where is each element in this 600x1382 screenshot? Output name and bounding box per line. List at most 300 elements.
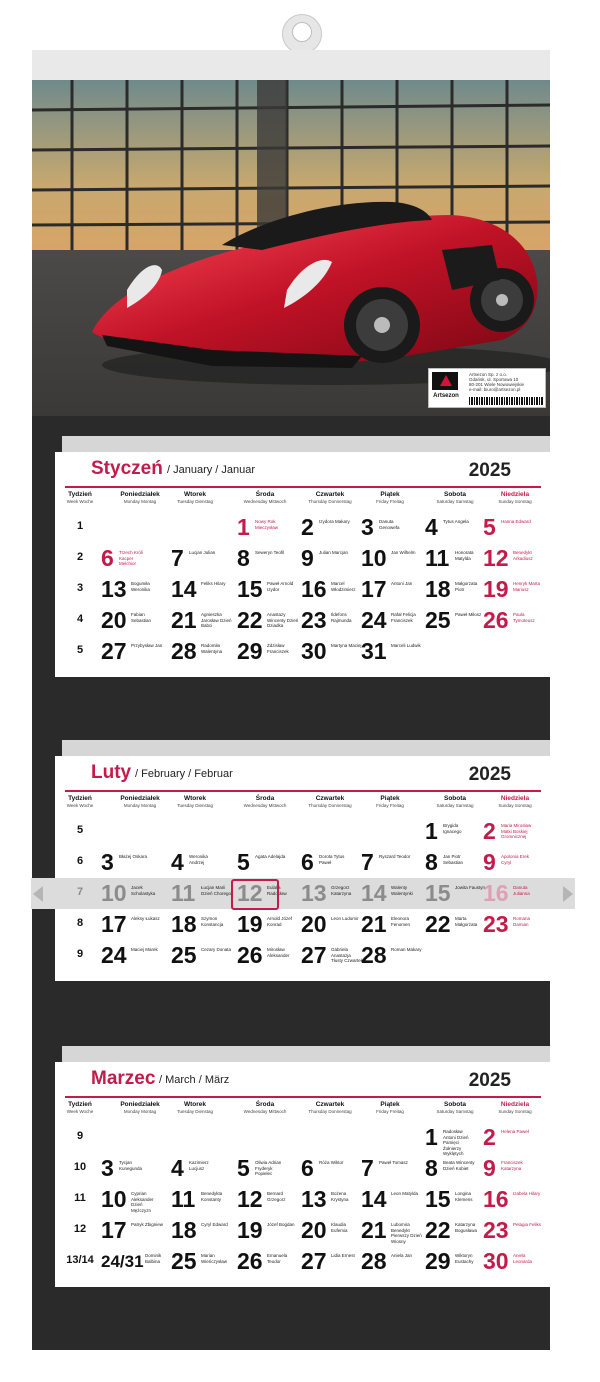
day-cell[interactable] xyxy=(101,942,171,969)
day-number: 12 xyxy=(237,1186,263,1212)
nameday-text: Kazimierz Lucjusz xyxy=(189,1160,209,1171)
publisher-line: e-mail: biuro@artsezon.pl xyxy=(469,387,521,392)
day-number: 22 xyxy=(425,1217,451,1243)
nameday-text: Romana Damian xyxy=(513,916,531,927)
weekday-label: Poniedziałek xyxy=(120,1101,160,1108)
nameday-text: Beata Wincenty Dzień Kobiet xyxy=(443,1160,475,1171)
nameday-text: Tytus Angela xyxy=(443,519,469,524)
nameday-text: Pelagia Feliks xyxy=(513,1222,542,1227)
nameday-text: Cyryl Edward xyxy=(201,1222,228,1227)
day-number: 16 xyxy=(301,576,327,602)
nameday-text: Mirosław Aleksander xyxy=(267,947,290,958)
week-number: 5 xyxy=(76,824,84,836)
day-number: 30 xyxy=(301,638,327,664)
nameday-text: Benedykta Konstanty xyxy=(201,1191,223,1202)
week-number: 2 xyxy=(76,551,84,563)
month-panel xyxy=(55,1062,551,1287)
weekday-translation: Wednesday Mittwoch xyxy=(243,803,287,808)
publisher-brand: Artsezon xyxy=(433,393,459,399)
day-cell[interactable] xyxy=(237,545,307,572)
weekday-label: Sobota xyxy=(443,1101,467,1108)
week-row xyxy=(55,605,551,636)
day-cell[interactable] xyxy=(171,1155,241,1182)
weekday-header xyxy=(355,491,425,505)
nameday-text: Ildefons Rajmunda xyxy=(331,612,352,623)
day-number: 17 xyxy=(101,911,127,937)
day-cell[interactable] xyxy=(101,849,171,876)
day-number: 4 xyxy=(171,849,184,875)
weekday-header xyxy=(480,491,550,505)
day-cell[interactable] xyxy=(101,607,171,634)
day-number: 31 xyxy=(361,638,387,664)
weekday-translation: Monday Montag xyxy=(123,803,157,808)
nameday-text: Wiktoryn Eustachy xyxy=(455,1253,474,1264)
month-strip-1 xyxy=(62,436,550,452)
weekday-header xyxy=(160,795,230,809)
weekday-label: Niedziela xyxy=(500,1101,530,1108)
day-cell[interactable] xyxy=(361,911,431,938)
week-header xyxy=(57,491,103,505)
day-cell[interactable] xyxy=(483,911,553,938)
week-number: 3 xyxy=(76,582,84,594)
weekday-label: Środa xyxy=(255,795,275,802)
day-cell[interactable] xyxy=(171,638,241,665)
weekday-header-row xyxy=(55,1098,551,1122)
nameday-text: Błażej Oskara xyxy=(119,854,148,859)
weekday-translation: Tuesday Dienstag xyxy=(176,1109,214,1114)
nameday-text: Rafał Felicja Franciszek xyxy=(391,612,416,623)
day-cell[interactable] xyxy=(237,880,307,907)
nameday-text: Bożena Krystyna xyxy=(331,1191,349,1202)
publisher-address xyxy=(469,372,543,392)
week-row xyxy=(55,543,551,574)
day-number: 6 xyxy=(301,1155,314,1181)
weekday-header xyxy=(160,1101,230,1115)
nameday-text: Martyna Maciej xyxy=(331,643,362,648)
nameday-text: Klaudia Eufemia xyxy=(331,1222,348,1233)
day-cell[interactable] xyxy=(361,607,431,634)
day-cell[interactable] xyxy=(361,849,431,876)
day-cell[interactable] xyxy=(361,1217,431,1244)
day-number: 12 xyxy=(483,545,509,571)
day-number: 1 xyxy=(237,514,250,540)
day-number: 15 xyxy=(425,880,451,906)
day-number: 18 xyxy=(171,911,197,937)
nameday-text: Longina Klemens xyxy=(455,1191,473,1202)
day-number: 10 xyxy=(101,880,127,906)
week-number: 11 xyxy=(74,1192,86,1204)
day-cell[interactable] xyxy=(101,911,171,938)
day-number: 10 xyxy=(101,1186,127,1212)
day-cell[interactable] xyxy=(237,514,307,541)
nameday-text: Bernard Grzegorz xyxy=(267,1191,286,1202)
publisher-box xyxy=(428,368,546,408)
publisher-line: Artsezon Sp. z o.o. xyxy=(469,372,508,377)
week-header xyxy=(57,795,103,809)
nameday-text: Maria Mirosław Matki Boskiej Gromnicznej xyxy=(501,823,532,839)
publisher-line: Gdańsk, ul. Sportowa 10 xyxy=(469,377,519,382)
nameday-text: Apolonia Erek Cyryl xyxy=(501,854,530,865)
nameday-text: Jan Wilhelm xyxy=(391,550,416,555)
nameday-text: Patryk Zbigniew xyxy=(131,1222,164,1227)
nameday-text: Dominik Balbina xyxy=(145,1253,162,1264)
day-number: 24 xyxy=(101,942,127,968)
day-number: 11 xyxy=(171,880,196,906)
day-cell[interactable] xyxy=(361,514,431,541)
weekday-translation: Saturday Samstag xyxy=(436,1109,474,1114)
day-number: 1 xyxy=(425,1124,438,1150)
day-cell[interactable] xyxy=(237,1217,307,1244)
day-number: 5 xyxy=(483,514,496,540)
nameday-text: Benedykt Arkadiusz xyxy=(513,550,533,561)
week-number: 12 xyxy=(73,1223,87,1235)
header-car-photo xyxy=(32,50,550,416)
day-number: 3 xyxy=(101,1155,114,1181)
weekday-translation: Tuesday Dienstag xyxy=(176,803,214,808)
nameday-text: Agnieszka Jarosław Dzień Babci xyxy=(201,612,232,628)
day-cell[interactable] xyxy=(171,607,241,634)
slider-left-arrow-icon[interactable] xyxy=(33,886,43,902)
week-header xyxy=(57,1101,103,1115)
nameday-text: Danuta Genowefa xyxy=(379,519,400,530)
day-number: 20 xyxy=(101,607,127,633)
week-number: 7 xyxy=(76,886,84,898)
week-number: 5 xyxy=(76,644,84,656)
week-row xyxy=(55,878,551,909)
nameday-text: Marian Wieńczysław xyxy=(201,1253,228,1264)
publisher-logo-icon xyxy=(432,372,458,390)
week-row xyxy=(55,1122,551,1156)
day-number: 19 xyxy=(237,911,263,937)
month-panel xyxy=(55,452,551,677)
week-header-translation: Week Woche xyxy=(66,499,94,504)
weekday-header xyxy=(355,795,425,809)
week-header-label: Tydzień xyxy=(68,491,92,498)
day-cell[interactable] xyxy=(483,545,553,572)
day-number: 21 xyxy=(171,607,197,633)
day-cell[interactable] xyxy=(361,1248,431,1275)
day-cell[interactable] xyxy=(237,1186,307,1213)
month-strip-2 xyxy=(62,740,550,756)
nameday-text: Gabriela Anastazja Tłusty Czwartek xyxy=(331,947,364,963)
car-photo-illustration xyxy=(32,50,550,416)
day-number: 9 xyxy=(301,545,314,571)
day-cell[interactable] xyxy=(101,576,171,603)
weekday-label: Poniedziałek xyxy=(120,795,160,802)
nameday-text: Aleksy Łukasz xyxy=(131,916,160,921)
slider-right-arrow-icon[interactable] xyxy=(563,886,573,902)
day-cell[interactable] xyxy=(101,1186,171,1213)
day-cell[interactable] xyxy=(171,942,241,969)
nameday-text: Leon Ludomir xyxy=(331,916,359,921)
nameday-text: Eulalia Radosław xyxy=(267,885,287,896)
week-row xyxy=(55,1246,551,1277)
day-cell[interactable] xyxy=(237,1248,307,1275)
nameday-text: Łucjan Marii Dzień Chorego xyxy=(201,885,232,896)
day-cell[interactable] xyxy=(361,576,431,603)
weekday-header xyxy=(160,491,230,505)
month-panel xyxy=(55,756,551,981)
day-cell[interactable] xyxy=(483,880,553,907)
day-number: 15 xyxy=(237,576,263,602)
week-row xyxy=(55,940,551,971)
week-header-translation: Week Woche xyxy=(66,803,94,808)
day-number: 9 xyxy=(483,849,496,875)
day-cell[interactable] xyxy=(361,942,431,969)
month-title-row xyxy=(55,452,551,488)
day-number: 23 xyxy=(483,911,509,937)
nameday-text: Dorota Tytus Paweł xyxy=(319,854,345,865)
day-number: 8 xyxy=(425,1155,438,1181)
day-number: 28 xyxy=(361,942,387,968)
weekday-translation: Sunday Sonntag xyxy=(498,1109,532,1114)
week-number: 13/14 xyxy=(66,1254,94,1266)
nameday-text: Fabian Sebastian xyxy=(131,612,152,623)
day-number: 1 xyxy=(425,818,438,844)
day-cell[interactable] xyxy=(237,1155,307,1182)
nameday-text: Franciszek Katarzyna xyxy=(501,1160,523,1171)
day-number: 27 xyxy=(301,942,327,968)
weekday-label: Niedziela xyxy=(500,795,530,802)
week-number: 1 xyxy=(76,520,84,532)
day-cell[interactable] xyxy=(483,818,553,845)
day-number: 5 xyxy=(237,1155,250,1181)
day-cell[interactable] xyxy=(101,638,171,665)
barcode xyxy=(469,397,543,405)
day-number: 30 xyxy=(483,1248,509,1274)
day-number: 8 xyxy=(425,849,438,875)
day-number: 20 xyxy=(301,1217,327,1243)
day-number: 10 xyxy=(361,545,387,571)
nameday-text: Paula Tymoteusz xyxy=(513,612,535,623)
day-number: 15 xyxy=(425,1186,451,1212)
nameday-text: Anastazy Wincenty Dzień Dziadka xyxy=(267,612,299,628)
day-number: 11 xyxy=(171,1186,196,1212)
day-number: 24 xyxy=(361,607,387,633)
day-cell[interactable] xyxy=(361,1186,431,1213)
day-cell[interactable] xyxy=(361,545,431,572)
day-cell[interactable] xyxy=(483,1217,553,1244)
nameday-text: Ryszard Teodor xyxy=(379,854,411,859)
day-number: 2 xyxy=(301,514,314,540)
week-number: 9 xyxy=(76,1130,84,1142)
weekday-translation: Sunday Sonntag xyxy=(498,499,532,504)
week-number: 4 xyxy=(76,613,84,625)
current-day-marker[interactable] xyxy=(231,879,279,910)
day-number: 22 xyxy=(425,911,451,937)
day-cell[interactable] xyxy=(171,545,241,572)
day-number: 11 xyxy=(425,545,450,571)
day-number: 3 xyxy=(361,514,374,540)
nameday-text: Katarzyna Bogusława xyxy=(455,1222,478,1233)
nameday-text: Roman Makary xyxy=(391,947,422,952)
weekday-translation: Sunday Sonntag xyxy=(498,803,532,808)
weekday-label: Wtorek xyxy=(183,1101,207,1108)
weekday-label: Wtorek xyxy=(183,795,207,802)
weekday-label: Sobota xyxy=(443,491,467,498)
day-number: 16 xyxy=(483,1186,509,1212)
week-row xyxy=(55,636,551,667)
month-name: Styczeń xyxy=(91,458,163,479)
week-row xyxy=(55,847,551,878)
weekday-label: Czwartek xyxy=(315,1101,345,1108)
week-row xyxy=(55,574,551,605)
nameday-text: Paweł Miłosz xyxy=(455,612,482,617)
day-number: 28 xyxy=(171,638,197,664)
day-cell[interactable] xyxy=(483,1124,553,1151)
nameday-text: Agata Adelajda xyxy=(255,854,286,859)
weekday-translation: Monday Montag xyxy=(123,1109,157,1114)
day-cell[interactable] xyxy=(171,849,241,876)
nameday-text: Nowy Rok Mieczysław xyxy=(255,519,279,530)
day-cell[interactable] xyxy=(361,1155,431,1182)
day-cell[interactable] xyxy=(101,1217,171,1244)
nameday-text: Emanuela Teodor xyxy=(267,1253,288,1264)
weekday-label: Niedziela xyxy=(500,491,530,498)
weekday-translation: Tuesday Dienstag xyxy=(176,499,214,504)
day-cell[interactable] xyxy=(101,545,171,572)
day-number: 14 xyxy=(361,880,387,906)
day-cell[interactable] xyxy=(483,576,553,603)
day-cell[interactable] xyxy=(101,880,171,907)
day-number: 23 xyxy=(483,1217,509,1243)
day-cell[interactable] xyxy=(483,1248,553,1275)
day-cell[interactable] xyxy=(101,1248,171,1275)
day-number: 7 xyxy=(361,1155,374,1181)
week-number: 8 xyxy=(76,917,84,929)
day-cell[interactable] xyxy=(171,1248,241,1275)
month-title-row xyxy=(55,1062,551,1098)
month-year: 2025 xyxy=(468,1070,511,1091)
nameday-text: Cezary Donata xyxy=(201,947,232,952)
day-cell[interactable] xyxy=(171,576,241,603)
day-number: 25 xyxy=(425,607,451,633)
weekday-translation: Thursday Donnerstag xyxy=(308,499,352,504)
day-cell[interactable] xyxy=(237,638,307,665)
weekday-label: Środa xyxy=(255,1101,275,1108)
day-number: 19 xyxy=(483,576,509,602)
nameday-text: Róża Wiktor xyxy=(319,1160,344,1165)
day-cell[interactable] xyxy=(483,849,553,876)
weekday-label: Wtorek xyxy=(183,491,207,498)
day-number: 29 xyxy=(237,638,263,664)
day-number: 14 xyxy=(171,576,197,602)
nameday-text: Marceli Ludwik xyxy=(391,643,421,648)
day-number: 2 xyxy=(483,818,496,844)
day-number: 9 xyxy=(483,1155,496,1181)
nameday-text: Lidia Ernest xyxy=(331,1253,355,1258)
nameday-text: Seweryn Teofil xyxy=(255,550,285,555)
nameday-text: Paweł Arnold Izydor xyxy=(267,581,294,592)
weekday-label: Sobota xyxy=(443,795,467,802)
weekday-translation: Friday Freitag xyxy=(376,803,404,808)
weekday-header xyxy=(480,1101,550,1115)
weekday-translation: Thursday Donnerstag xyxy=(308,1109,352,1114)
nameday-text: Cyprian Aleksander Dzień Mężczyzn xyxy=(131,1191,154,1213)
day-cell[interactable] xyxy=(101,1155,171,1182)
day-number: 8 xyxy=(237,545,250,571)
day-cell[interactable] xyxy=(237,607,307,634)
nameday-text: Trzech Króli Kacper Melchior xyxy=(119,550,143,566)
weekday-label: Piątek xyxy=(380,491,400,498)
weekday-translation: Saturday Samstag xyxy=(436,499,474,504)
day-number: 6 xyxy=(301,849,314,875)
day-cell[interactable] xyxy=(237,911,307,938)
day-number: 26 xyxy=(237,942,263,968)
day-number: 16 xyxy=(483,880,509,906)
nameday-text: Paweł Tomasz xyxy=(379,1160,408,1165)
month-title-row xyxy=(55,756,551,792)
day-number: 18 xyxy=(171,1217,197,1243)
day-cell[interactable] xyxy=(483,514,553,541)
day-cell[interactable] xyxy=(171,911,241,938)
week-row xyxy=(55,512,551,543)
nameday-text: Izabela Hilary xyxy=(513,1191,541,1196)
weekday-translation: Friday Freitag xyxy=(376,499,404,504)
weekday-label: Czwartek xyxy=(315,795,345,802)
day-cell[interactable] xyxy=(483,1155,553,1182)
day-number: 6 xyxy=(101,545,114,571)
weekday-translation: Monday Montag xyxy=(123,499,157,504)
nameday-text: Aniela Leonarda xyxy=(513,1253,533,1264)
week-number: 9 xyxy=(76,948,84,960)
day-cell[interactable] xyxy=(483,607,553,634)
day-cell[interactable] xyxy=(171,1186,241,1213)
day-number: 20 xyxy=(301,911,327,937)
weekday-label: Piątek xyxy=(380,795,400,802)
day-number: 13 xyxy=(301,1186,327,1212)
month-translation: / February / Februar xyxy=(135,768,233,780)
week-header-label: Tydzień xyxy=(68,1101,92,1108)
nameday-text: Weronika Andrzej xyxy=(189,854,208,865)
nameday-text: Marta Małgorzata xyxy=(455,916,478,927)
day-cell[interactable] xyxy=(361,638,431,665)
day-number: 12 xyxy=(237,880,263,906)
month-year: 2025 xyxy=(468,460,511,481)
weekday-header-row xyxy=(55,792,551,816)
day-cell[interactable] xyxy=(237,849,307,876)
weekday-translation: Wednesday Mittwoch xyxy=(243,499,287,504)
nameday-text: Leon Matylda xyxy=(391,1191,419,1196)
day-number: 24/31 xyxy=(101,1252,144,1271)
weekday-header xyxy=(230,795,300,809)
nameday-text: Antoni Jan xyxy=(391,581,413,586)
week-header-label: Tydzień xyxy=(68,795,92,802)
nameday-text: Julian Marcjan xyxy=(319,550,349,555)
weekday-translation: Thursday Donnerstag xyxy=(308,803,352,808)
nameday-text: Henryk Marta Mariusz xyxy=(513,581,541,592)
nameday-text: Szymon Konstancja xyxy=(201,916,224,927)
nameday-text: Feliks Hilary xyxy=(201,581,226,586)
day-cell[interactable] xyxy=(171,1217,241,1244)
day-cell[interactable] xyxy=(483,1186,553,1213)
weekday-header xyxy=(230,1101,300,1115)
month-name: Marzec xyxy=(91,1068,156,1089)
nameday-text: Maciej Marek xyxy=(131,947,158,952)
weekday-header xyxy=(480,795,550,809)
day-cell[interactable] xyxy=(361,880,431,907)
day-cell[interactable] xyxy=(237,576,307,603)
nameday-text: Oliwia Adrian Fryderyk Popielec xyxy=(255,1160,282,1176)
day-number: 7 xyxy=(361,849,374,875)
day-number: 26 xyxy=(237,1248,263,1274)
weekday-translation: Friday Freitag xyxy=(376,1109,404,1114)
day-cell[interactable] xyxy=(237,942,307,969)
day-number: 25 xyxy=(171,942,197,968)
week-header-translation: Week Woche xyxy=(66,1109,94,1114)
nameday-text: Lucjan Julian xyxy=(189,550,216,555)
day-number: 4 xyxy=(425,514,438,540)
